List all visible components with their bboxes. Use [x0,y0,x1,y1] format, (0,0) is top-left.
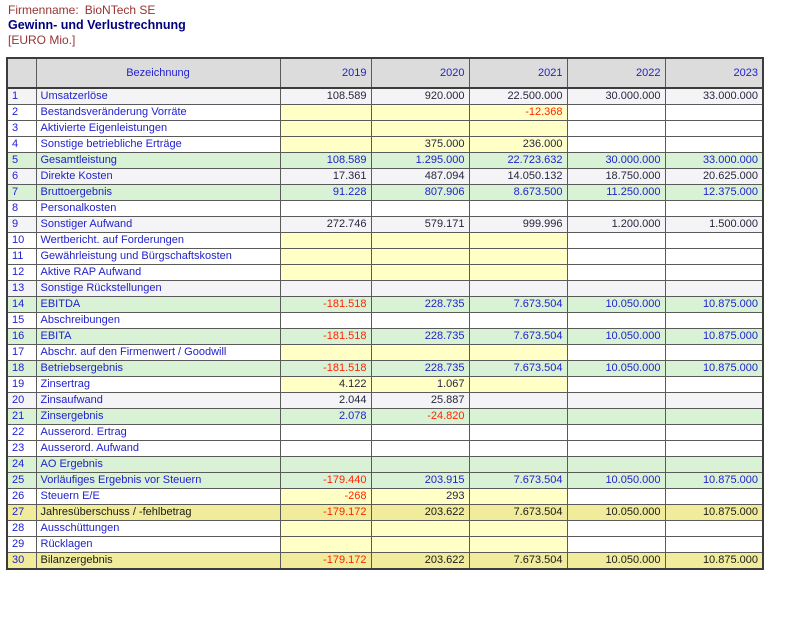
cell-row8-2022 [567,201,665,217]
cell-row29-2019[interactable] [280,537,371,553]
cell-row17-2022 [567,345,665,361]
table-row [7,505,763,521]
table-row [7,409,763,425]
row-number: 3 [7,121,36,137]
row-label: Umsatzerlöse [36,88,280,105]
cell-row2-2019[interactable] [280,105,371,121]
cell-row30-2020: 203.622 [371,553,469,570]
cell-row29-2021[interactable] [469,537,567,553]
cell-row7-2021: 8.673.500 [469,185,567,201]
cell-row24-2023 [665,457,763,473]
cell-row6-2023: 20.625.000 [665,169,763,185]
cell-row19-2020[interactable]: 1.067 [371,377,469,393]
row-label: Ausserord. Ertrag [36,425,280,441]
row-label: Abschreibungen [36,313,280,329]
row-label: Bestandsveränderung Vorräte [36,105,280,121]
cell-row20-2022 [567,393,665,409]
cell-row1-2022: 30.000.000 [567,88,665,105]
row-number: 30 [7,553,36,570]
row-label: Bilanzergebnis [36,553,280,570]
cell-row17-2019[interactable] [280,345,371,361]
cell-row19-2021[interactable] [469,377,567,393]
cell-row5-2021: 22.723.632 [469,153,567,169]
cell-row9-2020: 579.171 [371,217,469,233]
cell-row8-2021 [469,201,567,217]
table-row [7,441,763,457]
row-label: Betriebsergebnis [36,361,280,377]
table-row [7,329,763,345]
cell-row23-2020 [371,441,469,457]
cell-row22-2020 [371,425,469,441]
cell-row14-2023: 10.875.000 [665,297,763,313]
table-row [7,201,763,217]
cell-row4-2021[interactable]: 236.000 [469,137,567,153]
firm-name-line [8,3,186,18]
year-column-header-2019: 2019 [280,58,371,88]
cell-row4-2019[interactable] [280,137,371,153]
row-number: 26 [7,489,36,505]
cell-row26-2019[interactable]: -268 [280,489,371,505]
row-label: Bruttoergebnis [36,185,280,201]
cell-row24-2022 [567,457,665,473]
cell-row16-2019: -181.518 [280,329,371,345]
row-number: 11 [7,249,36,265]
cell-row1-2019: 108.589 [280,88,371,105]
row-number: 10 [7,233,36,249]
row-label: Vorläufiges Ergebnis vor Steuern [36,473,280,489]
table-row [7,345,763,361]
cell-row28-2022 [567,521,665,537]
row-number: 14 [7,297,36,313]
cell-row7-2023: 12.375.000 [665,185,763,201]
cell-row22-2022 [567,425,665,441]
cell-row18-2023: 10.875.000 [665,361,763,377]
table-header-row [7,58,763,88]
cell-row16-2021: 7.673.504 [469,329,567,345]
cell-row5-2023: 33.000.000 [665,153,763,169]
row-label: Rücklagen [36,537,280,553]
cell-row25-2022: 10.050.000 [567,473,665,489]
cell-row11-2020[interactable] [371,249,469,265]
row-label: Aktive RAP Aufwand [36,265,280,281]
cell-row28-2023 [665,521,763,537]
cell-row18-2021: 7.673.504 [469,361,567,377]
pnl-table [6,57,764,570]
cell-row7-2019: 91.228 [280,185,371,201]
cell-row10-2023 [665,233,763,249]
cell-row13-2022 [567,281,665,297]
cell-row27-2019: -179.172 [280,505,371,521]
table-row [7,361,763,377]
year-column-header-2023: 2023 [665,58,763,88]
row-number: 24 [7,457,36,473]
cell-row8-2019 [280,201,371,217]
cell-row17-2021[interactable] [469,345,567,361]
cell-row2-2022 [567,105,665,121]
row-number: 16 [7,329,36,345]
cell-row25-2023: 10.875.000 [665,473,763,489]
cell-row19-2019[interactable]: 4.122 [280,377,371,393]
row-label: Ausschüttungen [36,521,280,537]
cell-row5-2019: 108.589 [280,153,371,169]
row-number: 1 [7,88,36,105]
row-number: 8 [7,201,36,217]
cell-row25-2021: 7.673.504 [469,473,567,489]
row-number: 21 [7,409,36,425]
table-row [7,489,763,505]
cell-row22-2021 [469,425,567,441]
cell-row28-2020[interactable] [371,521,469,537]
cell-row22-2019 [280,425,371,441]
cell-row16-2023: 10.875.000 [665,329,763,345]
cell-row27-2023: 10.875.000 [665,505,763,521]
document-header [8,3,186,47]
row-number: 6 [7,169,36,185]
cell-row30-2023: 10.875.000 [665,553,763,570]
row-number: 20 [7,393,36,409]
cell-row15-2020 [371,313,469,329]
cell-row23-2019 [280,441,371,457]
cell-row1-2023: 33.000.000 [665,88,763,105]
table-row [7,313,763,329]
row-number: 9 [7,217,36,233]
cell-row21-2022 [567,409,665,425]
cell-row5-2020: 1.295.000 [371,153,469,169]
row-number: 12 [7,265,36,281]
row-label: Sonstige Rückstellungen [36,281,280,297]
cell-row2-2023 [665,105,763,121]
row-number: 28 [7,521,36,537]
cell-row23-2022 [567,441,665,457]
cell-row28-2019[interactable] [280,521,371,537]
row-label: Gewährleistung und Bürgschaftskosten [36,249,280,265]
cell-row23-2021 [469,441,567,457]
cell-row29-2022 [567,537,665,553]
row-label: EBITDA [36,297,280,313]
cell-row12-2021[interactable] [469,265,567,281]
year-column-header-2020: 2020 [371,58,469,88]
row-number: 5 [7,153,36,169]
year-column-header-2022: 2022 [567,58,665,88]
table-row [7,217,763,233]
cell-row24-2021 [469,457,567,473]
row-label: Aktivierte Eigenleistungen [36,121,280,137]
cell-row7-2020: 807.906 [371,185,469,201]
row-label: Gesamtleistung [36,153,280,169]
table-row [7,105,763,121]
cell-row15-2019 [280,313,371,329]
page-title: Gewinn- und Verlustrechnung [8,18,186,32]
cell-row29-2020[interactable] [371,537,469,553]
row-number: 13 [7,281,36,297]
cell-row13-2020 [371,281,469,297]
cell-row27-2020: 203.622 [371,505,469,521]
cell-row14-2022: 10.050.000 [567,297,665,313]
cell-row13-2023 [665,281,763,297]
row-label: Ausserord. Aufwand [36,441,280,457]
cell-row21-2020: -24.820 [371,409,469,425]
cell-row26-2021[interactable] [469,489,567,505]
table-row [7,553,763,570]
cell-row20-2023 [665,393,763,409]
table-row [7,425,763,441]
row-label: Zinsergebnis [36,409,280,425]
row-number: 29 [7,537,36,553]
cell-row14-2020: 228.735 [371,297,469,313]
cell-row6-2020: 487.094 [371,169,469,185]
cell-row26-2020[interactable]: 293 [371,489,469,505]
cell-row24-2020 [371,457,469,473]
table-row [7,137,763,153]
table-row [7,473,763,489]
cell-row30-2021: 7.673.504 [469,553,567,570]
cell-row21-2023 [665,409,763,425]
cell-row9-2019: 272.746 [280,217,371,233]
cell-row11-2019[interactable] [280,249,371,265]
year-column-header-2021: 2021 [469,58,567,88]
table-row [7,265,763,281]
row-label: Zinsertrag [36,377,280,393]
table-row [7,297,763,313]
table-row [7,377,763,393]
cell-row20-2019: 2.044 [280,393,371,409]
cell-row4-2020[interactable]: 375.000 [371,137,469,153]
cell-row25-2020: 203.915 [371,473,469,489]
cell-row5-2022: 30.000.000 [567,153,665,169]
cell-row14-2021: 7.673.504 [469,297,567,313]
cell-row6-2021: 14.050.132 [469,169,567,185]
cell-row13-2021 [469,281,567,297]
table-row [7,457,763,473]
pnl-table-body [7,88,763,569]
cell-row10-2019[interactable] [280,233,371,249]
row-label: Sonstiger Aufwand [36,217,280,233]
cell-row26-2022 [567,489,665,505]
cell-row2-2021[interactable]: -12.368 [469,105,567,121]
row-label: AO Ergebnis [36,457,280,473]
cell-row25-2019: -179.440 [280,473,371,489]
cell-row7-2022: 11.250.000 [567,185,665,201]
cell-row30-2019: -179.172 [280,553,371,570]
cell-row3-2022 [567,121,665,137]
row-label: Zinsaufwand [36,393,280,409]
row-label: EBITA [36,329,280,345]
cell-row14-2019: -181.518 [280,297,371,313]
table-row [7,185,763,201]
table-row [7,521,763,537]
table-row [7,249,763,265]
table-row [7,121,763,137]
row-number-column-header [7,58,36,88]
row-label: Wertbericht. auf Forderungen [36,233,280,249]
cell-row10-2021[interactable] [469,233,567,249]
row-label: Sonstige betriebliche Erträge [36,137,280,153]
table-row [7,537,763,553]
cell-row27-2022: 10.050.000 [567,505,665,521]
cell-row8-2023 [665,201,763,217]
cell-row30-2022: 10.050.000 [567,553,665,570]
cell-row20-2020: 25.887 [371,393,469,409]
cell-row1-2021: 22.500.000 [469,88,567,105]
cell-row11-2022 [567,249,665,265]
row-number: 15 [7,313,36,329]
cell-row3-2021[interactable] [469,121,567,137]
cell-row3-2020[interactable] [371,121,469,137]
cell-row18-2020: 228.735 [371,361,469,377]
cell-row9-2021: 999.996 [469,217,567,233]
cell-row20-2021 [469,393,567,409]
cell-row9-2022: 1.200.000 [567,217,665,233]
firm-name-label: Firmenname: [8,3,79,17]
cell-row11-2023 [665,249,763,265]
cell-row16-2022: 10.050.000 [567,329,665,345]
row-number: 7 [7,185,36,201]
cell-row21-2021 [469,409,567,425]
row-number: 19 [7,377,36,393]
cell-row19-2023 [665,377,763,393]
row-number: 2 [7,105,36,121]
row-number: 17 [7,345,36,361]
cell-row21-2019: 2.078 [280,409,371,425]
cell-row6-2019: 17.361 [280,169,371,185]
row-number: 4 [7,137,36,153]
cell-row12-2023 [665,265,763,281]
cell-row28-2021[interactable] [469,521,567,537]
cell-row18-2022: 10.050.000 [567,361,665,377]
cell-row26-2023 [665,489,763,505]
cell-row18-2019: -181.518 [280,361,371,377]
cell-row17-2023 [665,345,763,361]
row-number: 23 [7,441,36,457]
table-row [7,169,763,185]
row-number: 27 [7,505,36,521]
cell-row23-2023 [665,441,763,457]
cell-row10-2022 [567,233,665,249]
cell-row1-2020: 920.000 [371,88,469,105]
cell-row15-2021 [469,313,567,329]
table-row [7,233,763,249]
firm-name-value: BioNTech SE [84,3,156,17]
cell-row6-2022: 18.750.000 [567,169,665,185]
currency-unit-label: [EURO Mio.] [8,33,76,47]
cell-row29-2023 [665,537,763,553]
bezeichnung-column-header: Bezeichnung [36,58,280,88]
cell-row16-2020: 228.735 [371,329,469,345]
cell-row3-2023 [665,121,763,137]
cell-row24-2019 [280,457,371,473]
row-label: Direkte Kosten [36,169,280,185]
cell-row3-2019[interactable] [280,121,371,137]
row-label: Steuern E/E [36,489,280,505]
cell-row17-2020[interactable] [371,345,469,361]
cell-row2-2020[interactable] [371,105,469,121]
cell-row12-2019[interactable] [280,265,371,281]
cell-row11-2021[interactable] [469,249,567,265]
cell-row9-2023: 1.500.000 [665,217,763,233]
cell-row12-2022 [567,265,665,281]
cell-row27-2021: 7.673.504 [469,505,567,521]
cell-row10-2020[interactable] [371,233,469,249]
table-row [7,88,763,105]
cell-row4-2022 [567,137,665,153]
row-number: 25 [7,473,36,489]
cell-row22-2023 [665,425,763,441]
cell-row12-2020[interactable] [371,265,469,281]
cell-row19-2022 [567,377,665,393]
cell-row4-2023 [665,137,763,153]
cell-row8-2020 [371,201,469,217]
row-label: Abschr. auf den Firmenwert / Goodwill [36,345,280,361]
row-label: Jahresüberschuss / -fehlbetrag [36,505,280,521]
row-number: 18 [7,361,36,377]
table-row [7,393,763,409]
cell-row13-2019 [280,281,371,297]
row-label: Personalkosten [36,201,280,217]
cell-row15-2023 [665,313,763,329]
row-number: 22 [7,425,36,441]
cell-row15-2022 [567,313,665,329]
table-row [7,281,763,297]
table-row [7,153,763,169]
